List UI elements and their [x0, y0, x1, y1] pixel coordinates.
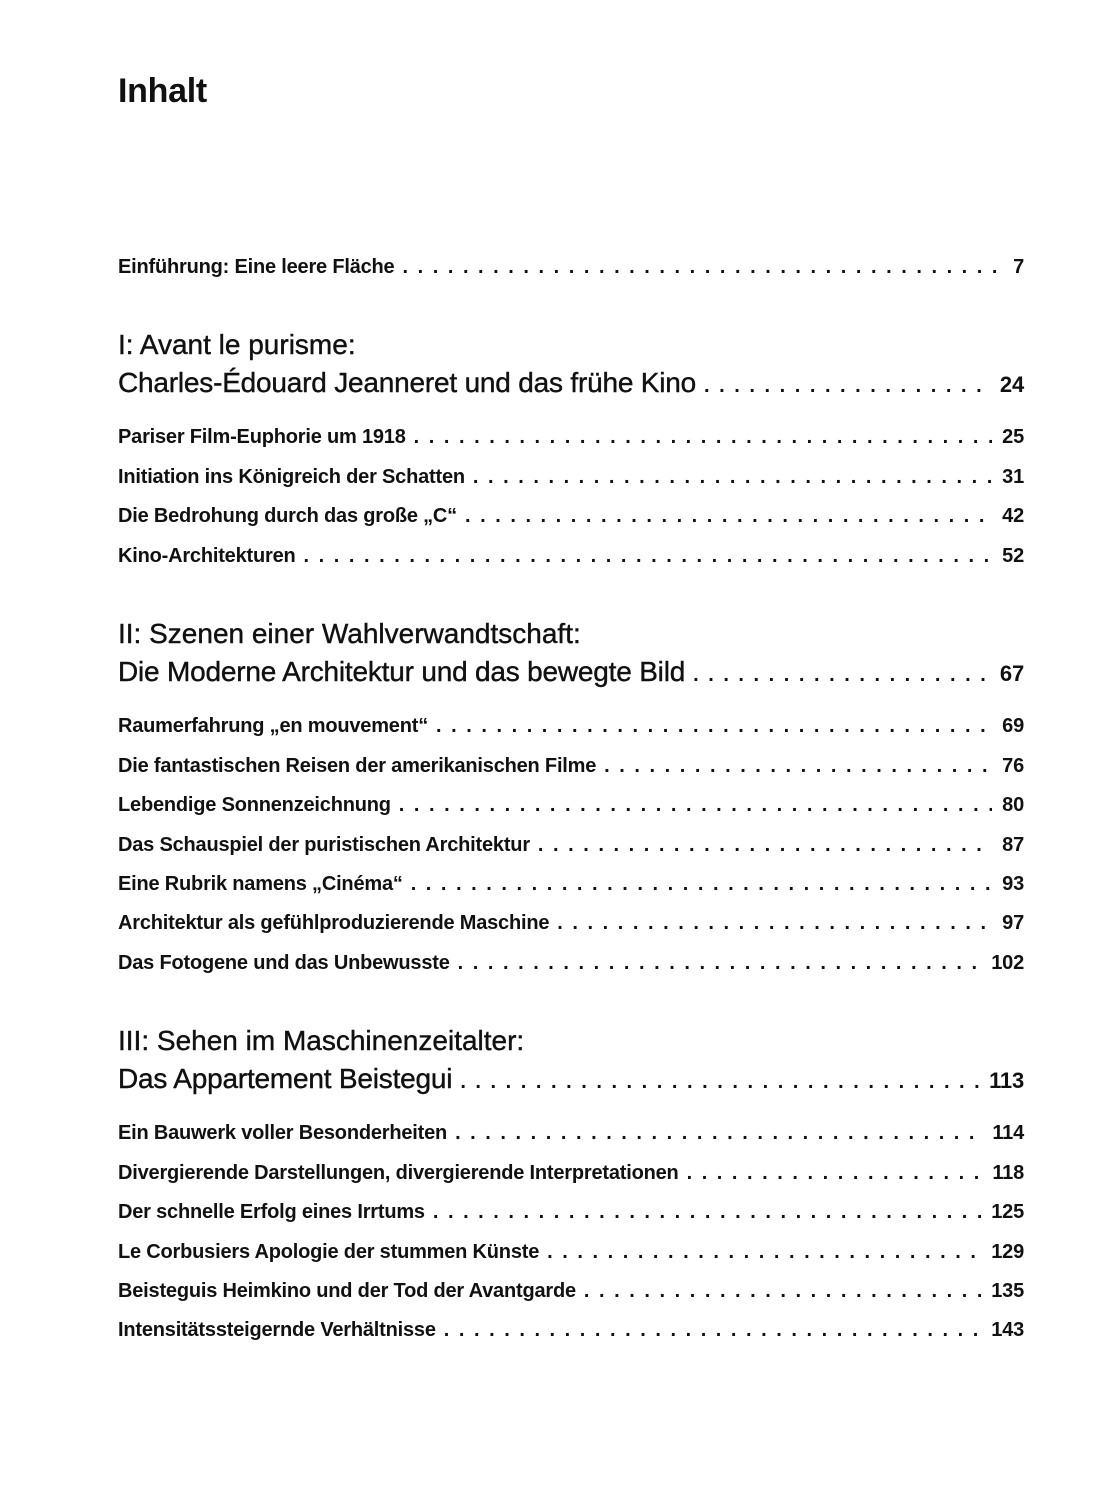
chapter-subtitle: Das Appartement Beistegui: [118, 1063, 453, 1094]
toc-page-number: 52: [1002, 545, 1024, 567]
toc-page-number: 24: [999, 372, 1024, 397]
toc-entry[interactable]: [118, 462, 1024, 492]
toc-entry[interactable]: [118, 711, 1024, 741]
dot-leader: [604, 751, 992, 781]
toc-entry[interactable]: [118, 541, 1024, 571]
toc-entry-label: Beisteguis Heimkino und der Tod der Avantgarde: [118, 1280, 576, 1302]
chapter-title-entry[interactable]: [118, 1060, 1024, 1098]
toc-page-number: 87: [1002, 834, 1024, 856]
dot-leader: [436, 711, 992, 741]
page-title: Inhalt: [118, 72, 207, 110]
toc-entry[interactable]: [118, 1118, 1024, 1148]
toc-entry-label: Die fantastischen Reisen der amerikanischen Filme: [118, 755, 597, 777]
toc-page-number: 76: [1002, 755, 1024, 777]
toc-entry[interactable]: [118, 1276, 1024, 1306]
chapter-title-entry[interactable]: [118, 364, 1024, 402]
toc-entry[interactable]: [118, 830, 1024, 860]
toc-entry-label: Ein Bauwerk voller Besonderheiten: [118, 1122, 448, 1144]
dot-leader: [584, 1276, 981, 1306]
dot-leader: [411, 869, 992, 899]
dot-leader: [460, 1063, 979, 1101]
dot-leader: [547, 1237, 981, 1267]
toc-entry[interactable]: [118, 1237, 1024, 1267]
toc-page-number: 25: [1002, 426, 1024, 448]
chapter-subtitle: Die Moderne Architektur und das bewegte Bild: [118, 656, 686, 687]
dot-leader: [473, 462, 992, 492]
toc-entry-label: Le Corbusiers Apologie der stummen Künste: [118, 1241, 540, 1263]
dot-leader: [304, 541, 993, 571]
toc-entry-label: Die Bedrohung durch das große „C“: [118, 505, 457, 527]
toc-page-number: 114: [992, 1122, 1024, 1144]
toc-page-number: 102: [991, 952, 1024, 974]
toc-page-number: 69: [1002, 715, 1024, 737]
toc-page-number: 143: [991, 1319, 1024, 1341]
toc-page-number: 97: [1002, 912, 1024, 934]
toc-entry[interactable]: [118, 1315, 1024, 1345]
toc-entry[interactable]: [118, 1197, 1024, 1227]
dot-leader: [704, 367, 990, 405]
dot-leader: [402, 252, 1003, 282]
toc-entry-label: Der schnelle Erfolg eines Irrtums: [118, 1201, 425, 1223]
toc-page-number: 80: [1002, 794, 1024, 816]
dot-leader: [455, 1118, 982, 1148]
toc-entry-label: Kino-Architekturen: [118, 545, 296, 567]
toc-page-number: 7: [1013, 256, 1024, 278]
toc-entry[interactable]: [118, 790, 1024, 820]
toc-entry[interactable]: [118, 751, 1024, 781]
toc-page-number: 42: [1002, 505, 1024, 527]
toc-entry[interactable]: [118, 1158, 1024, 1188]
toc-entry[interactable]: [118, 422, 1024, 452]
toc-entry-intro[interactable]: [118, 252, 1024, 282]
toc-entry-label: Raumerfahrung „en mouvement“: [118, 715, 429, 737]
dot-leader: [458, 948, 982, 978]
chapter-heading: I: Avant le purisme:: [118, 329, 356, 360]
toc-page-number: 129: [991, 1241, 1024, 1263]
dot-leader: [687, 1158, 983, 1188]
toc-entry-label: Das Schauspiel der puristischen Architektur: [118, 834, 530, 856]
toc-entry[interactable]: [118, 869, 1024, 899]
chapter-heading: II: Szenen einer Wahlverwandtschaft:: [118, 618, 581, 649]
toc-entry[interactable]: [118, 908, 1024, 938]
toc-page-number: 67: [999, 661, 1024, 686]
toc-entry-label: Einführung: Eine leere Fläche: [118, 256, 395, 278]
toc-page-number: 93: [1002, 873, 1024, 895]
dot-leader: [399, 790, 992, 820]
toc-page-number: 135: [991, 1280, 1024, 1302]
dot-leader: [465, 501, 992, 531]
chapter-title-entry[interactable]: [118, 653, 1024, 691]
dot-leader: [444, 1315, 981, 1345]
toc-entry-label: Divergierende Darstellungen, divergierende Interpretationen: [118, 1162, 679, 1184]
toc-entry-label: Das Fotogene und das Unbewusste: [118, 952, 450, 974]
toc-page-number: 118: [992, 1162, 1024, 1184]
dot-leader: [414, 422, 993, 452]
chapter-heading: III: Sehen im Maschinenzeitalter:: [118, 1025, 525, 1056]
dot-leader: [693, 656, 990, 694]
toc-page-number: 113: [989, 1068, 1024, 1093]
toc-entry[interactable]: [118, 501, 1024, 531]
toc-page-number: 31: [1002, 466, 1024, 488]
toc-entry-label: Initiation ins Königreich der Schatten: [118, 466, 465, 488]
toc-entry-label: Pariser Film-Euphorie um 1918: [118, 426, 406, 448]
toc-entry-label: Intensitätssteigernde Verhältnisse: [118, 1319, 436, 1341]
toc-page-number: 125: [991, 1201, 1024, 1223]
toc-entry-label: Eine Rubrik namens „Cinéma“: [118, 873, 403, 895]
dot-leader: [433, 1197, 981, 1227]
dot-leader: [557, 908, 992, 938]
chapter-subtitle: Charles-Édouard Jeanneret und das frühe Kino: [118, 367, 697, 398]
toc-entry-label: Lebendige Sonnenzeichnung: [118, 794, 391, 816]
toc-entry-label: Architektur als gefühlproduzierende Maschine: [118, 912, 550, 934]
dot-leader: [538, 830, 992, 860]
toc-entry[interactable]: [118, 948, 1024, 978]
